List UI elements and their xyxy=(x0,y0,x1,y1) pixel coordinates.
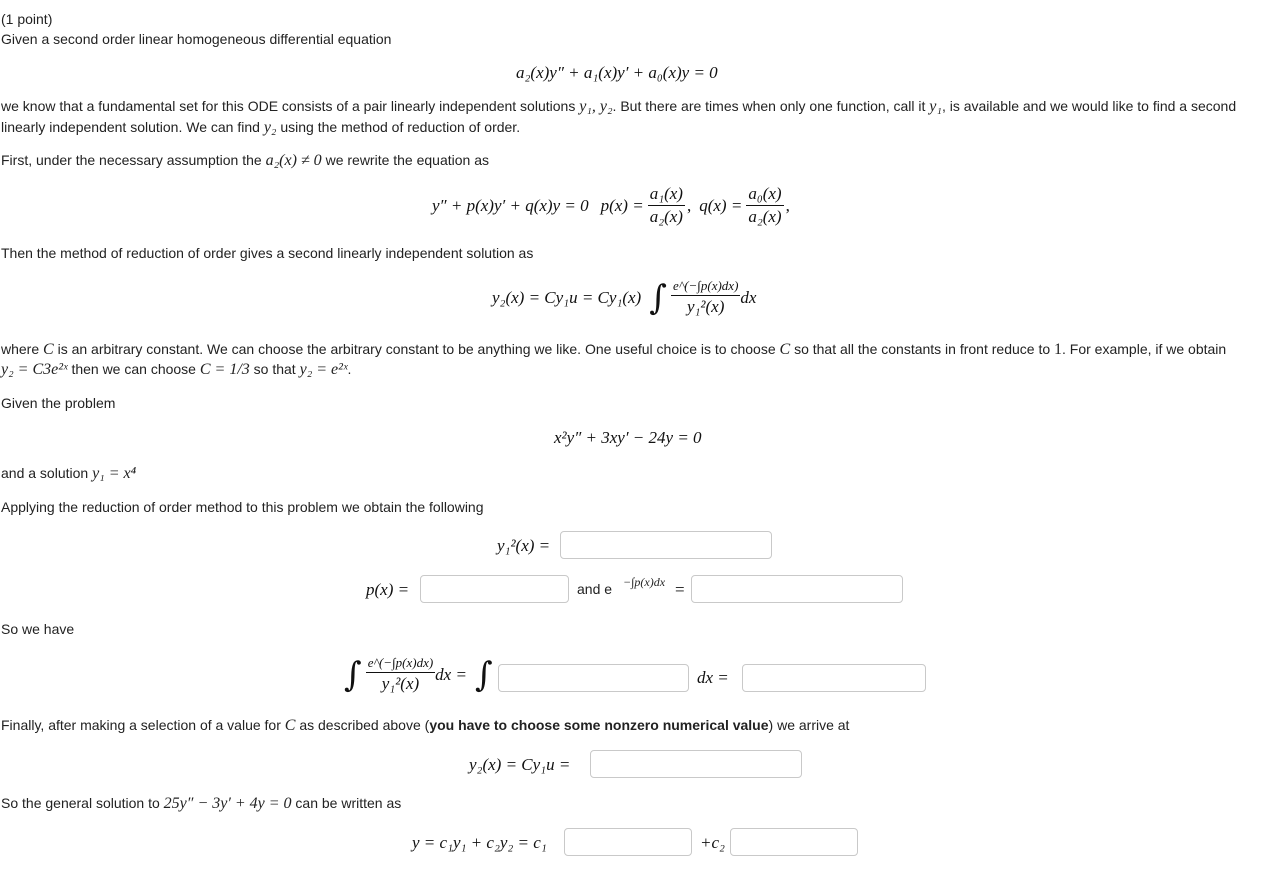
c2-term-input[interactable] xyxy=(730,828,858,856)
applying-text: Applying the reduction of order method to this problem we obtain the following xyxy=(1,499,484,515)
exp-equals: = xyxy=(675,580,685,599)
intro-text: Given a second order linear homogeneous differential equation xyxy=(1,31,392,47)
y2-formula: y₂(x) = Cy₁u = Cy₁(x) ∫ $\frac{e\^{}(-\int p(x)dx)}{\text{y₁²(x)}}$ dx xyxy=(492,277,757,318)
standard-form-equation: y″ + p(x)y′ + q(x)y = 0 p(x) = $\frac{\text{a₁(x)}}{\text{a₂(x)}}$ , q(x) = $\frac{\text{a₀(x)}}{\text{a₂(x)}}$ , xyxy=(432,184,790,226)
para1-line2: linearly independent solution. We can find y₂ using the method of reduction of order. xyxy=(1,119,521,136)
y2-label: y₂(x) = Cy₁u = xyxy=(469,755,571,774)
where-line2: y₂ = C3e²ˣ then we can choose C = 1/3 so that y₂ = e²ˣ. xyxy=(1,361,352,378)
general-line: So the general solution to 25y″ − 3y′ + 4y = 0 can be written as xyxy=(1,795,402,812)
para1-line1: we know that a fundamental set for this ODE consists of a pair linearly independent solutions y₁, y₂. But there are times when only one function, call it y₁, is available and we would like to find a second xyxy=(1,98,1237,115)
and-e-label: and e xyxy=(577,581,613,597)
integral-expression: ∫ $\frac{e\^{}(-\int p(x)dx)}{\text{y₁²(x)}}$ dx = ∫ xyxy=(344,654,493,695)
so-we-have-text: So we have xyxy=(1,621,75,637)
c1-term-input[interactable] xyxy=(564,828,692,856)
given-text: Given the problem xyxy=(1,395,116,411)
y1-squared-label: y₁²(x) = xyxy=(497,536,551,555)
integral-sign: ∫ xyxy=(649,277,667,318)
dx-equals-label: dx = xyxy=(697,668,729,687)
first-line: First, under the necessary assumption the a₂(x) ≠ 0 we rewrite the equation as xyxy=(1,152,490,169)
integrand-input[interactable] xyxy=(498,664,689,692)
problem-equation: x²y″ + 3xy′ − 24y = 0 xyxy=(554,428,702,447)
plus-c2-label: +c₂ xyxy=(700,833,725,852)
exponent-label: −∫p(x)dx xyxy=(623,575,666,589)
where-line1: where C is an arbitrary constant. We can choose the arbitrary constant to be anything we like. One useful choice is to choose C so that all the constants in front reduce to 1. For example, if we obtain xyxy=(1,341,1227,358)
y2-input[interactable] xyxy=(590,750,802,778)
integral-result-input[interactable] xyxy=(742,664,926,692)
y1-squared-input[interactable] xyxy=(560,531,772,559)
solution-line: and a solution y₁ = x⁴ xyxy=(1,465,137,482)
p-label: p(x) = xyxy=(366,580,410,599)
general-solution-label: y = c₁y₁ + c₂y₂ = c₁ xyxy=(412,833,547,852)
then-text: Then the method of reduction of order gives a second linearly independent solution as xyxy=(1,245,534,261)
exp-input[interactable] xyxy=(691,575,903,603)
general-equation: a₂(x)y″ + a₁(x)y′ + a₀(x)y = 0 xyxy=(516,63,718,82)
points-label: (1 point) xyxy=(1,11,53,27)
finally-line: Finally, after making a selection of a value for C as described above (you have to choose some nonzero numerical value) we arrive at xyxy=(1,717,850,734)
p-input[interactable] xyxy=(420,575,569,603)
